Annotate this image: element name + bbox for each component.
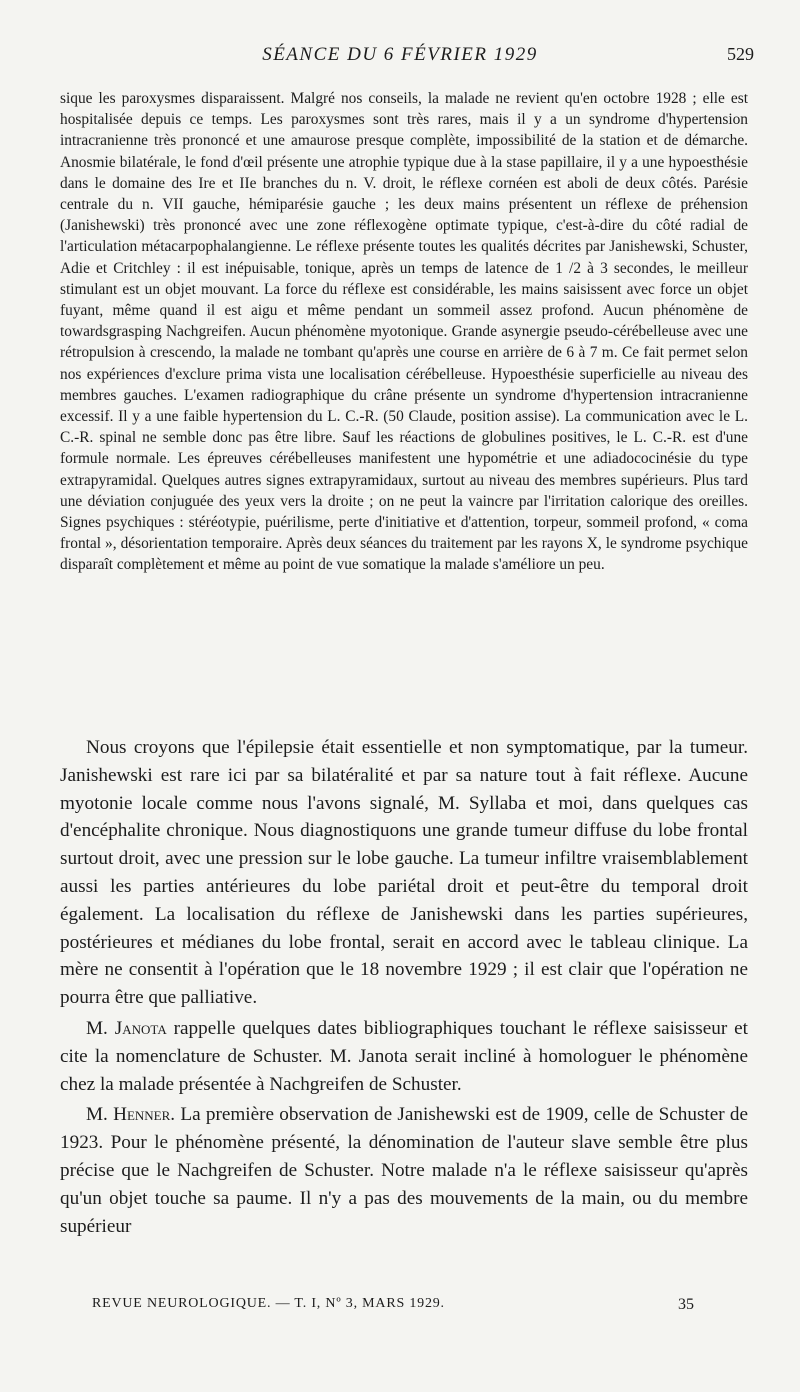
page-title: SÉANCE DU 6 FÉVRIER 1929: [262, 44, 538, 65]
page-number: 529: [727, 44, 754, 64]
discussion-paragraph-3-text: La première observation de Janishewski est de 1909, celle de Schuster de 1923. Pour le phénomène présenté, la dénomination de l'auteur slave semble être plus précise que le Nachgreifen de Schuster. Notre malade n'a le réflexe saisisseur qu'après qu'un objet touche sa paume. Il n'y a pas des mouvements de la main, ou du membre supérieur: [60, 1104, 749, 1237]
running-header: [60, 44, 754, 72]
case-report-block: [60, 88, 748, 576]
discussion-paragraph-1: Nous croyons que l'épilepsie était essentielle et non symptomatique, par la tumeur. Janishewski est rare ici par sa bilatéralité et par sa nature tout à fait réflexe. Aucune myotonie locale comme nous l'avons signalé, M. Syllaba et moi, dans quelques cas d'encéphalite chronique. Nous diagnostiquons une grande tumeur diffuse du lobe frontal surtout droit, avec une pression sur le lobe gauche. La tumeur infiltre vraisemblablement aussi les parties antérieures du lobe pariétal droit et peut-être du temporal droit également. La localisation du réflexe de Janishewski dans les parties supérieures, postérieures et médianes du lobe frontal, serait en accord avec le tableau clinique. La mère ne consentit à l'opération que le 18 novembre 1929 ; il est clair que l'opération ne pourra être que palliative.: [60, 737, 748, 1009]
signature-mark: 35: [678, 1296, 694, 1313]
case-report-text: sique les paroxysmes disparaissent. Malgré nos conseils, la malade ne revient qu'en octobre 1928 ; elle est hospitalisée depuis ce temps. Les paroxysmes sont très rares, mais il y a un syndrome d'hypertension intracranienne très prononcé et une amaurose presque complète, impossibilité de la station et de démarche. Anosmie bilatérale, le fond d'œil présente une atrophie typique due à la stase papillaire, il y a une hypoesthésie dans le domaine des Ire et IIe branches du n. V. droit, le réflexe cornéen est aboli de deux côtés. Parésie centrale du n. VII gauche, hémiparésie gauche ; les deux mains présentent un réflexe de préhension (Janishewski) très prononcé avec une zone réflexogène optimate typique, c'est-à-dire du côté radial de l'articulation métacarpophalangienne. Le réflexe présente toutes les qualités décrites par Janishewski, Schuster, Adie et Critchley : il est inépuisable, tonique, après un temps de latence de 1 /2 à 3 secondes, le meilleur stimulant est un objet mouvant. La force du réflexe est considérable, les mains saisissent avec force un objet fuyant, même quand il est aigu et même pendant un sommeil assez profond. Aucun phénomène de towardsgrasping Nachgreifen. Aucun phénomène myotonique. Grande asynergie pseudo-cérébelleuse avec une rétropulsion à crescendo, la malade ne tombant qu'après une course en arrière de 6 à 7 m. Ce fait permet selon nos expériences d'exclure prima vista une localisation cérébelleuse. Hypoesthésie superficielle au niveau des membres gauches. L'examen radiographique du crâne présente un syndrome d'hypertension intracranienne excessif. Il y a une faible hypertension du L. C.-R. (50 Claude, position assise). La communication avec le L. C.-R. spinal ne semble donc pas être libre. Sauf les réactions de globulines positives, le L. C.-R. est d'une formule normale. Les épreuves cérébelleuses manifestent une hypométrie et une adiadococinésie du type extrapyramidal. Quelques autres signes extrapyramidaux, surtout au niveau des membres supérieurs. Plus tard une déviation conjuguée des yeux vers la droite ; on ne peut la vaincre par l'irritation calorique des oreilles. Signes psychiques : stéréotypie, puérilisme, perte d'initiative et d'attention, torpeur, sommeil profond, « coma frontal », désorientation temporaire. Après deux séances du traitement par les rayons X, le syndrome psychique disparaît complètement et même au point de vue somatique la malade s'améliore un peu.: [60, 90, 748, 574]
discussion-paragraph-2: [60, 1015, 748, 1098]
speaker-henner: M. Henner.: [86, 1104, 176, 1126]
discussion-paragraph-2-text: rappelle quelques dates bibliographiques touchant le réflexe saisisseur et cite la nomenclature de Schuster. M. Janota serait incliné à homologuer le phénomène chez la malade présentée à Nachgreifen de Schuster.: [60, 1017, 749, 1095]
speaker-janota: M. Janota: [86, 1017, 167, 1039]
journal-citation: REVUE NEUROLOGIQUE. — T. I, Nº 3, MARS 1929.: [92, 1296, 445, 1311]
discussion-block: [60, 734, 748, 1243]
discussion-paragraph-3: [60, 1101, 748, 1240]
page-footer: [92, 1296, 694, 1320]
